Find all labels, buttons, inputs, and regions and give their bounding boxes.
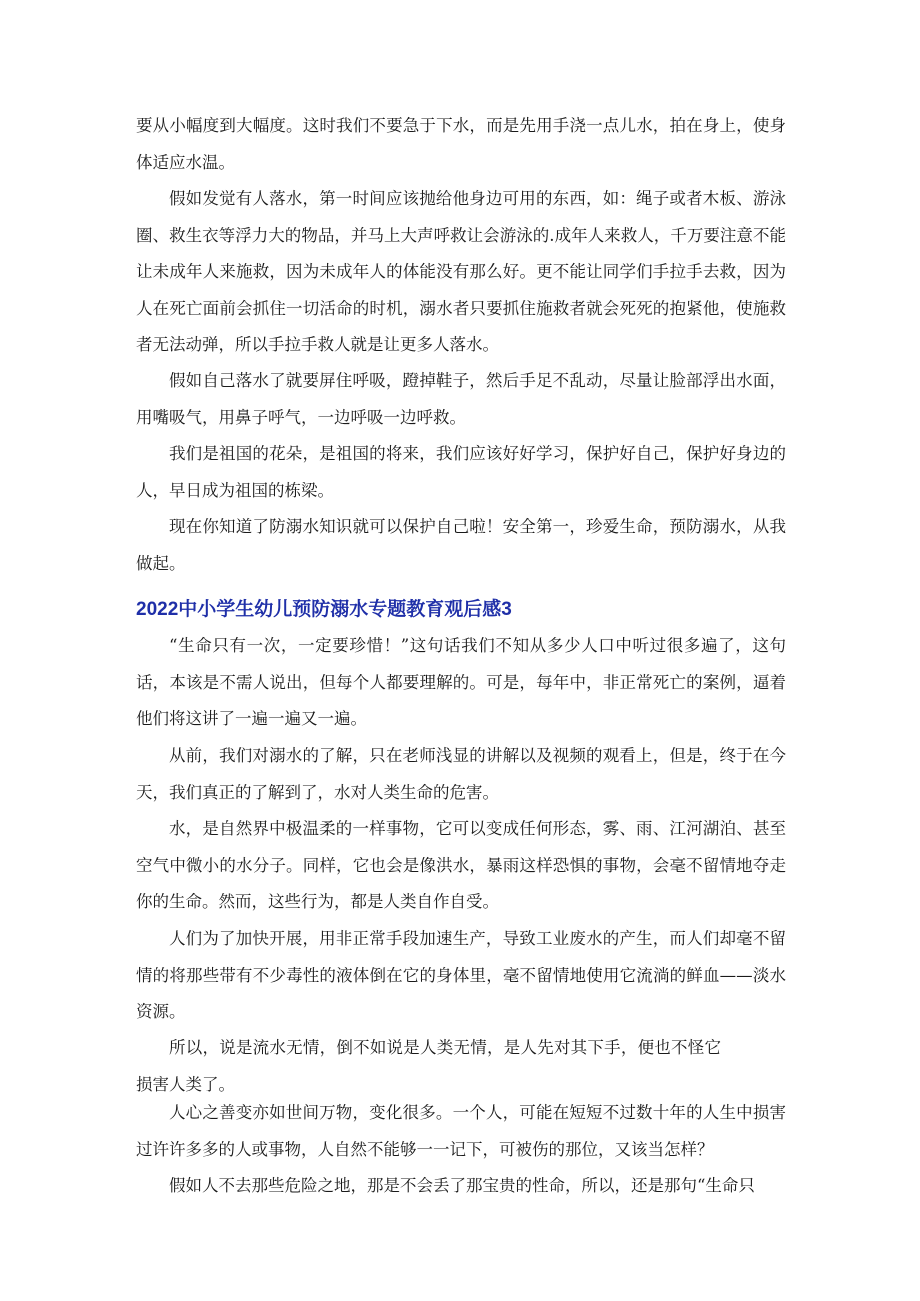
paragraph-dangerous-places: 假如人不去那些危险之地，那是不会丢了那宝贵的性命，所以，还是那句“生命只 (169, 1176, 755, 1195)
paragraph-water-gentle: 水，是自然界中极温柔的一样事物，它可以变成任何形态，雾、雨、江河湖泊、甚至空气中微小的水分子。同样，它也会是像洪水，暴雨这样恐惧的事物，会毫不留情地夺走你的生命。然而，这些行为，都是人类自作自受。 (136, 819, 786, 911)
paragraph-rescue-others: 假如发觉有人落水，第一时间应该抛给他身边可用的东西，如：绳子或者木板、游泳圈、救生衣等浮力大的物品，并马上大声呼救让会游泳的.成年人来救人，千万要注意不能让未成年人来施救，因为未成年人的体能没有那么好。更不能让同学们手拉手去救，因为人在死亡面前会抓住一切活命的时机，溺水者只要抓住施救者就会死死的抱紧他，使施救者无法动弹，所以手拉手救人就是让更多人落水。 (136, 189, 786, 354)
paragraph-life-only-once: “生命只有一次，一定要珍惜！”这句话我们不知从多少人口中听过很多遍了，这句话，本该是不需人说出，但每个人都要理解的。可是，每年中，非正常死亡的案例，逼着他们将这讲了一遍一遍又一遍。 (136, 636, 786, 728)
paragraph-industrial-waste: 人们为了加快开展，用非正常手段加速生产，导致工业废水的产生，而人们却毫不留情的将那些带有不少毒性的液体倒在它的身体里，毫不留情地使用它流淌的鲜血——淡水资源。 (136, 929, 786, 1021)
section-heading: 2022中小学生幼儿预防溺水专题教育观后感3 (136, 599, 512, 620)
paragraph-water-not-heartless: 所以，说是流水无情，倒不如说是人类无情，是人先对其下手，便也不怪它损害人类了。 (136, 1038, 721, 1094)
paragraph-flowers-of-nation: 我们是祖国的花朵，是祖国的将来，我们应该好好学习，保护好自己，保护好身边的人，早日成为祖国的栋梁。 (136, 444, 786, 500)
paragraph-understanding-drowning: 从前，我们对溺水的了解，只在老师浅显的讲解以及视频的观看上，但是，终于在今天，我们真正的了解到了，水对人类生命的危害。 (136, 746, 786, 802)
paragraph-human-heart: 人心之善变亦如世间万物，变化很多。一个人，可能在短短不过数十年的人生中损害过许许多多的人或事物，人自然不能够一一记下，可被伤的那位，又该当怎样？ (136, 1103, 786, 1159)
paragraph-self-rescue: 假如自己落水了就要屏住呼吸，蹬掉鞋子，然后手足不乱动，尽量让脸部浮出水面，用嘴吸气，用鼻子呼气，一边呼吸一边呼救。 (136, 371, 786, 427)
paragraph-continuation: 要从小幅度到大幅度。这时我们不要急于下水，而是先用手浇一点儿水，拍在身上，使身体适应水温。 (136, 116, 786, 172)
paragraph-safety-first: 现在你知道了防溺水知识就可以保护自己啦！安全第一，珍爱生命，预防溺水，从我做起。 (136, 517, 786, 573)
